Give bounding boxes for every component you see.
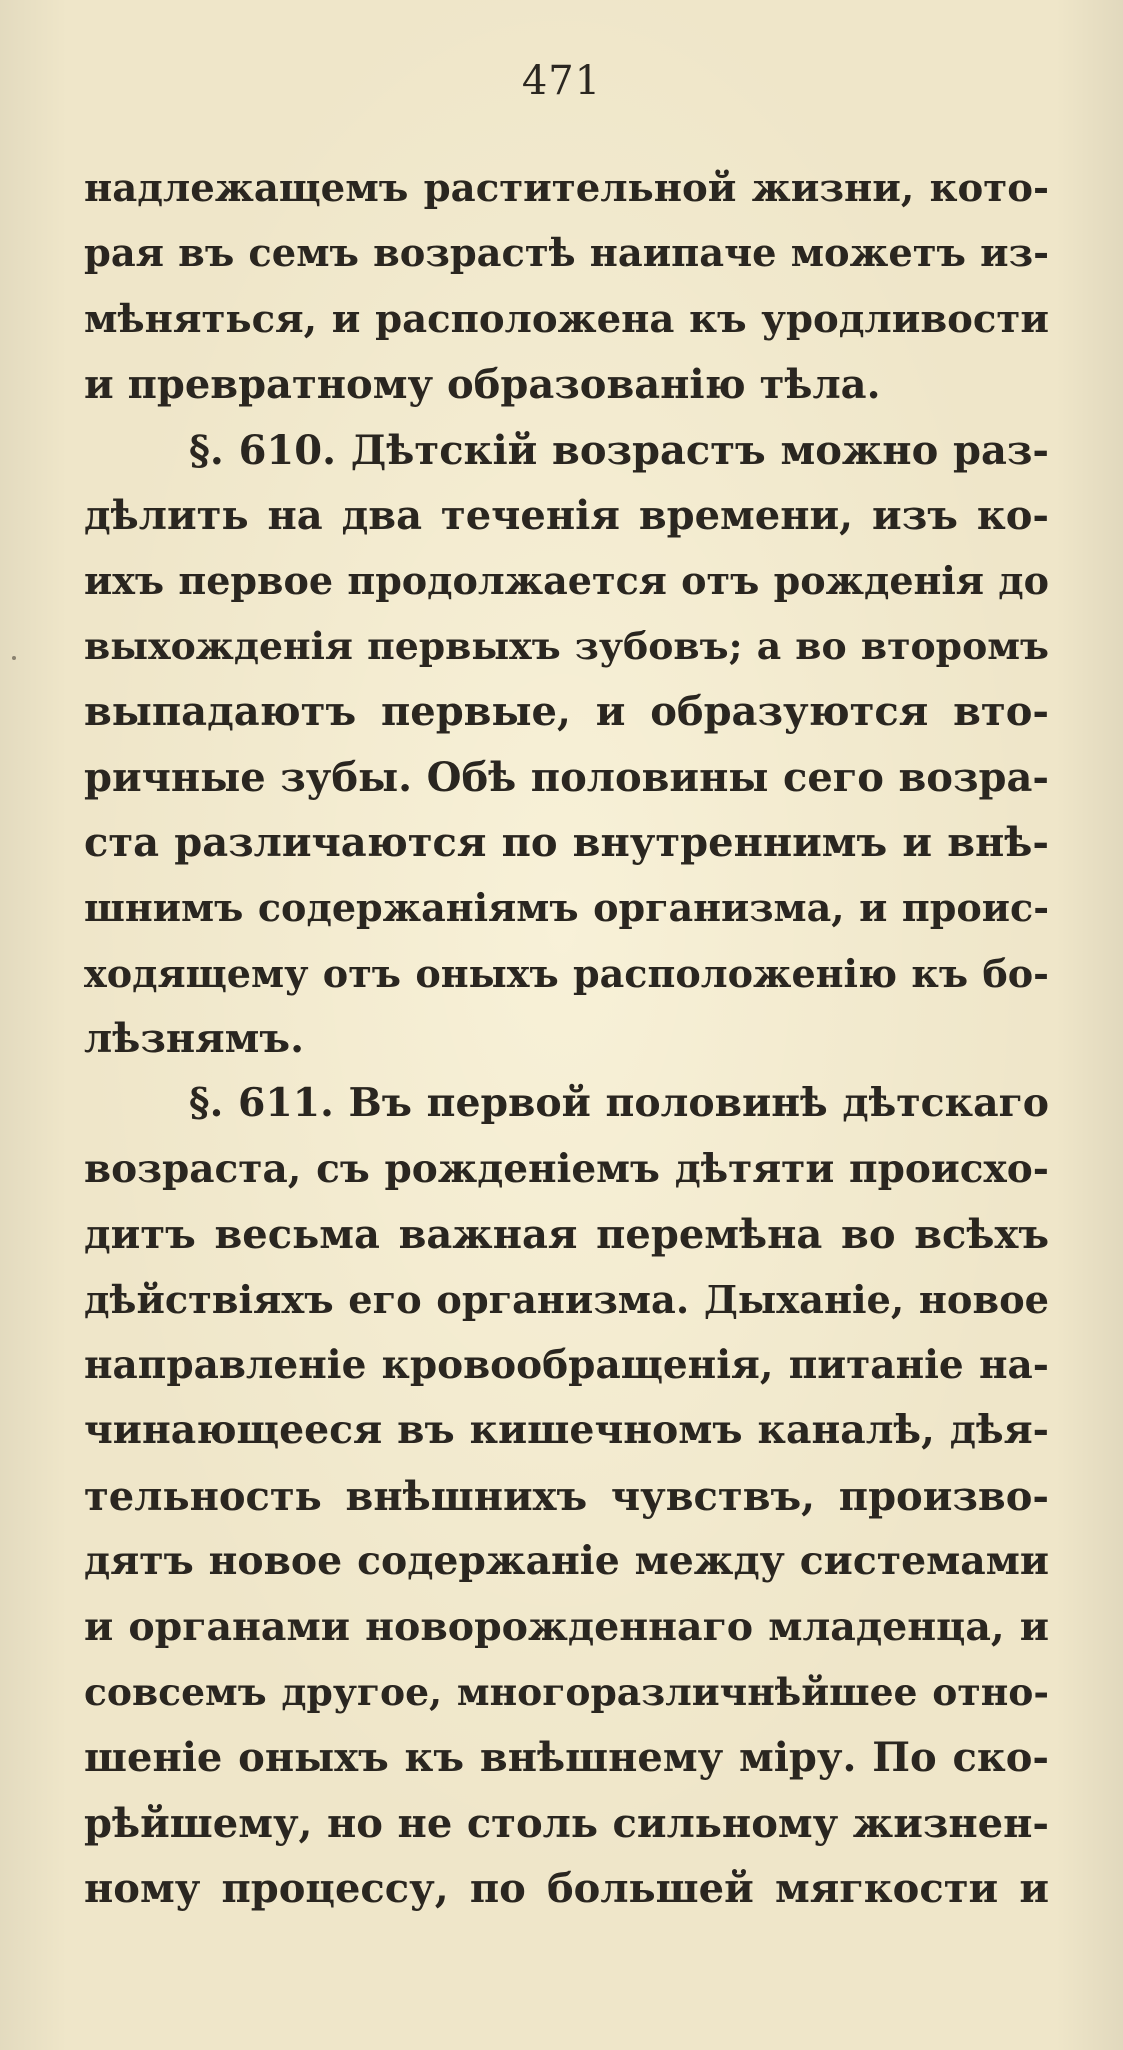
text-line: чинающееся въ кишечномъ каналѣ, дѣя- (84, 1407, 1049, 1454)
text-line: выпадаютъ первые, и образуются вто- (84, 688, 1049, 736)
text-line: ному процессу, по большей мягкости и (84, 1865, 1049, 1913)
section-610-heading-line: §. 610. Дѣтскій возрастъ можно раз- (189, 426, 1049, 474)
text-line: рая въ семъ возрастѣ наипаче можетъ из- (84, 231, 1049, 277)
text-line: шеніе оныхъ къ внѣшнему міру. По ско- (84, 1734, 1049, 1782)
text-line: мѣняться, и расположена къ уродливости (84, 296, 1049, 342)
paper-speck (12, 656, 16, 660)
text-line: дѣлить на два теченія времени, изъ ко- (84, 491, 1049, 539)
text-line: направленіе кровообращенія, питаніе на- (84, 1342, 1049, 1389)
text-line: рѣйшему, но не столь сильному жизнен- (84, 1799, 1049, 1847)
text-line: выхожденія первыхъ зубовъ; а во второмъ (84, 623, 1049, 668)
page-number: 471 (521, 58, 602, 104)
text-line: ричные зубы. Обѣ половины сего возра- (84, 753, 1049, 801)
text-line: шнимъ содержаніямъ организма, и проис- (84, 885, 1049, 931)
text-line: возраста, съ рожденіемъ дѣтяти происхо- (84, 1145, 1049, 1192)
text-line: и превратному образованію тѣла. (84, 361, 881, 409)
text-line: дятъ новое содержаніе между системами (84, 1538, 1049, 1585)
text-line: ходящему отъ оныхъ расположенію къ бо- (84, 950, 1049, 996)
section-611-heading-line: §. 611. Въ первой половинѣ дѣтскаго (189, 1080, 1049, 1127)
text-line: тельность внѣшнихъ чувствъ, произво- (84, 1472, 1049, 1520)
text-line: ста различаются по внутреннимъ и внѣ- (84, 818, 1049, 866)
text-line: совсемъ другое, многоразличнѣйшее отно- (84, 1669, 1049, 1714)
text-line: надлежащемъ растительной жизни, кото- (84, 166, 1049, 211)
text-line: дѣйствіяхъ его организма. Дыханіе, новое (84, 1277, 1049, 1323)
body-text (84, 156, 1049, 1922)
text-line: лѣзнямъ. (84, 1015, 305, 1063)
text-line: и органами новорожденнаго младенца, и (84, 1603, 1049, 1650)
text-line: дитъ весьма важная перемѣна во всѣхъ (84, 1211, 1049, 1259)
text-line: ихъ первое продолжается отъ рожденія до (84, 558, 1049, 604)
